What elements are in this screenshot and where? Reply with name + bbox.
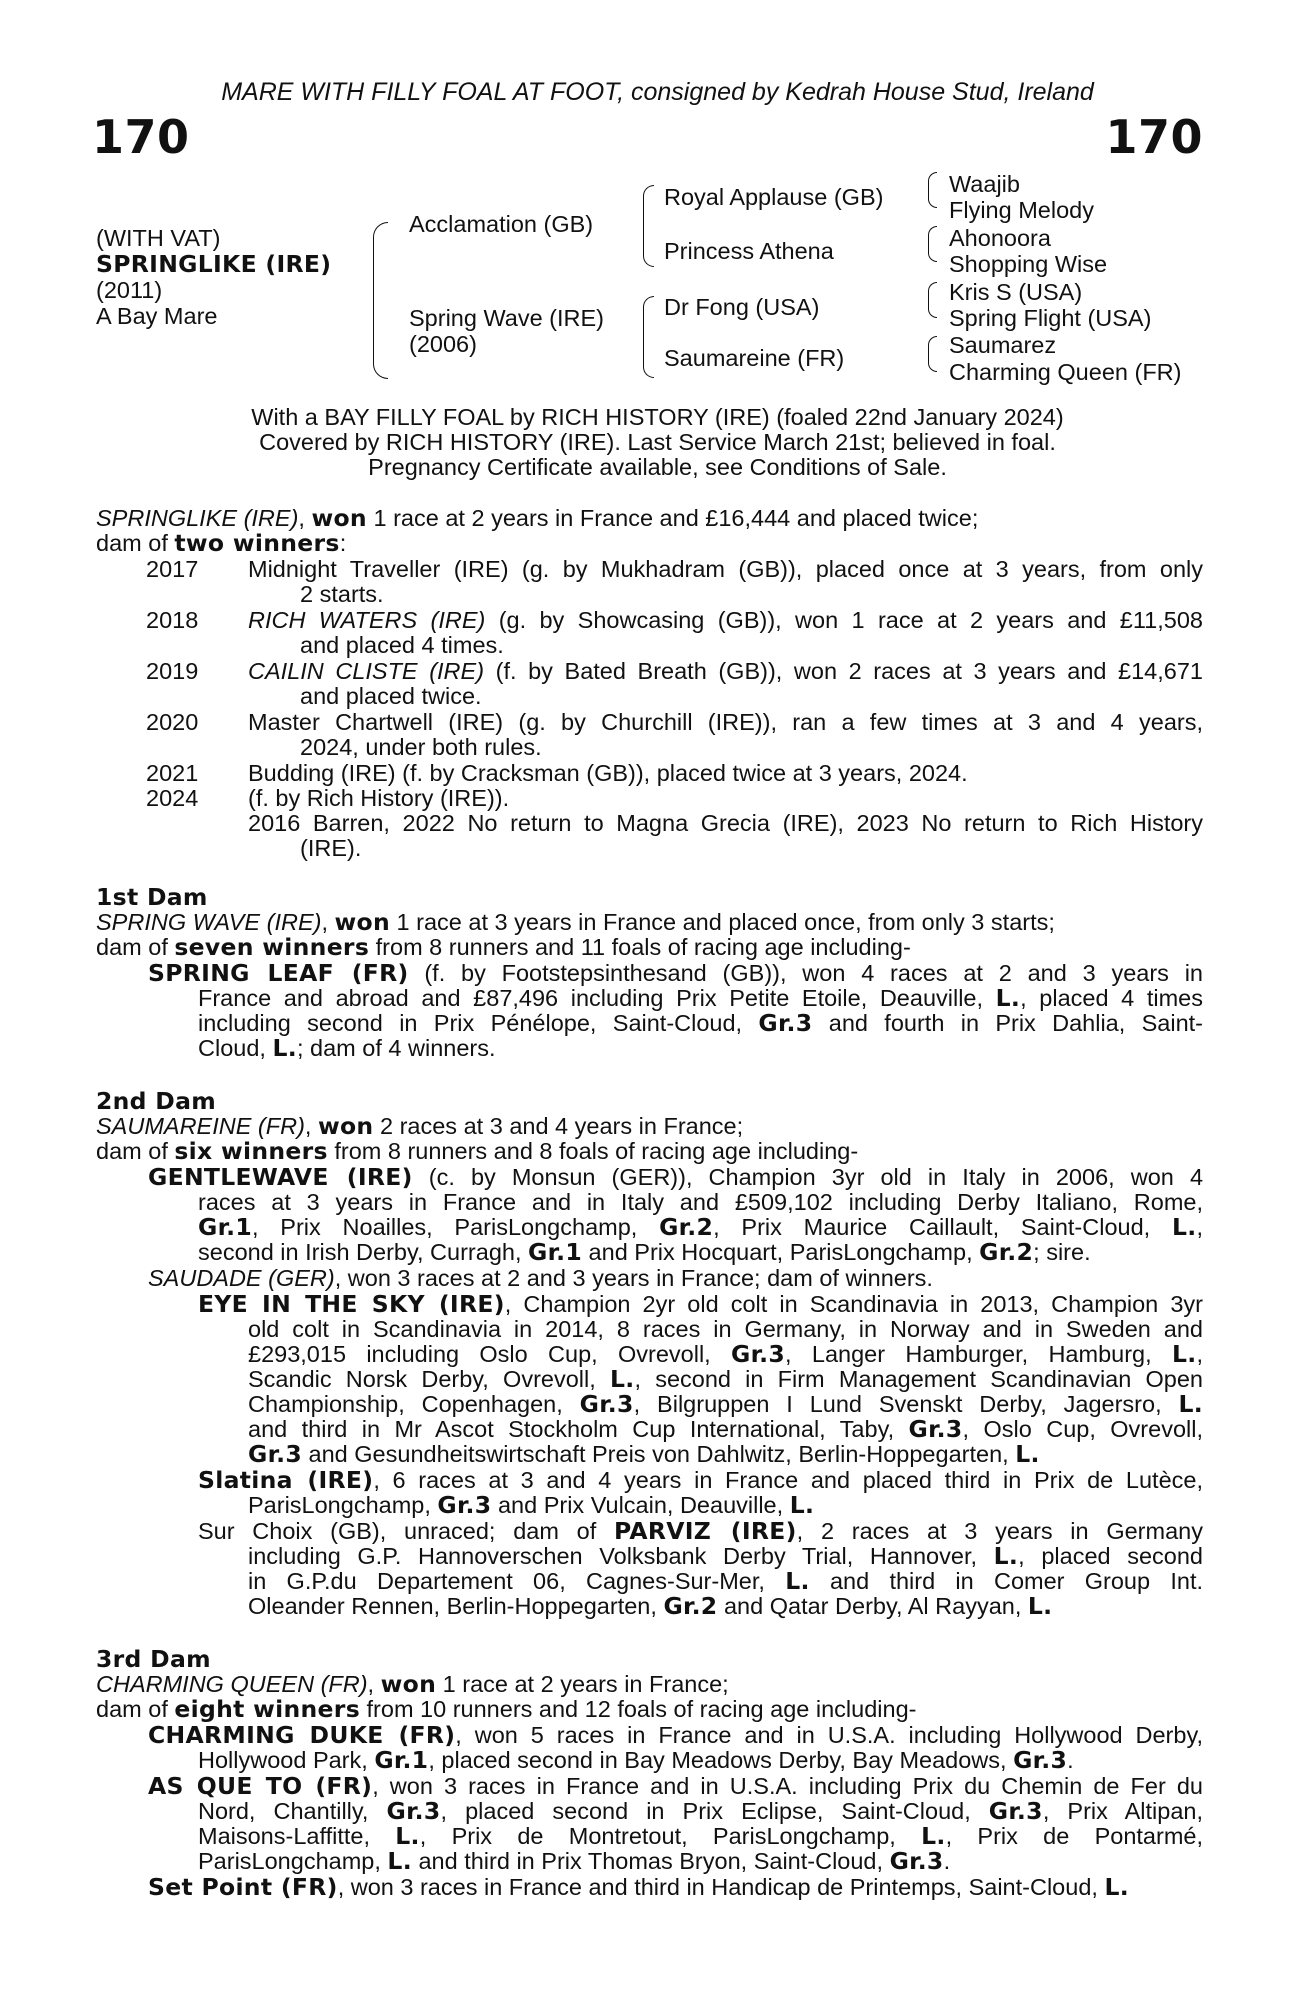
sire-dam: Princess Athena — [664, 238, 834, 264]
mare-record: SPRINGLIKE (IRE), won 1 race at 2 years in France and £16,444 and placed twice; — [96, 504, 979, 532]
eye-in-the-sky-entry-cont: and third in Mr Ascot Stockholm Cup International, Taby, Gr.3, Oslo Cup, Ovrevoll, — [248, 1415, 1203, 1443]
first-dam-dam-of: dam of seven winners from 8 runners and 11 foals of racing age including- — [96, 933, 911, 961]
produce-year: 2020 — [146, 709, 199, 735]
dam-dam-sire: Saumarez — [949, 332, 1057, 358]
produce-entry: Master Chartwell (IRE) (g. by Churchill (IRE)), ran a few times at 3 and 4 years, — [248, 709, 1203, 735]
eye-in-the-sky-entry-cont: old colt in Scandinavia in 2014, 8 races in Germany, in Norway and in Sweden and — [248, 1316, 1203, 1342]
charming-duke-entry: CHARMING DUKE (FR), won 5 races in France and in U.S.A. including Hollywood Derby, — [148, 1721, 1203, 1749]
lot-header: MARE WITH FILLY FOAL AT FOOT, consigned by Kedrah House Stud, Ireland — [221, 78, 1094, 106]
produce-entry-cont: 2 starts. — [300, 581, 384, 607]
sire-dam-dam: Shopping Wise — [949, 251, 1108, 277]
eye-in-the-sky-entry-cont: Gr.3 and Gesundheitswirtschaft Preis von Dahlwitz, Berlin-Hoppegarten, L. — [248, 1440, 1040, 1468]
produce-entry: Midnight Traveller (IRE) (g. by Mukhadram (GB)), placed once at 3 years, from only — [248, 556, 1203, 582]
pedigree-bracket-main — [373, 222, 388, 379]
produce-barren-note: 2016 Barren, 2022 No return to Magna Grecia (IRE), 2023 No return to Rich History — [248, 810, 1203, 836]
spring-leaf-entry-cont: including second in Prix Pénélope, Saint-Cloud, Gr.3 and fourth in Prix Dahlia, Saint- — [198, 1009, 1203, 1037]
set-point-entry: Set Point (FR), won 3 races in France and third in Handicap de Printemps, Saint-Cloud, L. — [148, 1873, 1129, 1901]
lot-number-left: 170 — [92, 110, 190, 164]
pedigree-bracket-ds — [928, 282, 937, 318]
third-dam-record: CHARMING QUEEN (FR), won 1 race at 2 years in France; — [96, 1670, 729, 1698]
spring-leaf-entry-cont: Cloud, L.; dam of 4 winners. — [198, 1034, 496, 1062]
slatina-entry-cont: ParisLongchamp, Gr.3 and Prix Vulcain, Deauville, L. — [248, 1491, 815, 1519]
second-dam-heading: 2nd Dam — [96, 1087, 217, 1115]
gentlewave-entry: GENTLEWAVE (IRE) (c. by Monsun (GER)), Champion 3yr old in Italy in 2006, won 4 — [148, 1163, 1204, 1191]
dam: Spring Wave (IRE) — [409, 305, 605, 331]
dam-dam: Saumareine (FR) — [664, 345, 845, 371]
produce-year: 2021 — [146, 760, 199, 786]
horse-year: (2011) — [96, 277, 163, 303]
pedigree-bracket-sd — [928, 226, 937, 262]
sur-choix-entry-cont: in G.P.du Departement 06, Cagnes-Sur-Mer, L. and third in Comer Group Int. — [248, 1567, 1203, 1595]
as-que-to-entry-cont: Nord, Chantilly, Gr.3, placed second in Prix Eclipse, Saint-Cloud, Gr.3, Prix Altipan, — [198, 1797, 1204, 1825]
produce-year: 2018 — [146, 607, 199, 633]
produce-entry: (f. by Rich History (IRE)). — [248, 785, 510, 811]
produce-entry: CAILIN CLISTE (IRE) (f. by Bated Breath (GB)), won 2 races at 3 years and £14,671 — [248, 658, 1203, 684]
as-que-to-entry: AS QUE TO (FR), won 3 races in France and in U.S.A. including Prix du Chemin de Fer du — [148, 1772, 1203, 1800]
dam-dam-dam: Charming Queen (FR) — [949, 359, 1182, 385]
pregnancy-note: Pregnancy Certificate available, see Conditions of Sale. — [368, 454, 947, 480]
as-que-to-entry-cont: Maisons-Laffitte, L., Prix de Montretout, ParisLongchamp, L., Prix de Pontarmé, — [198, 1822, 1203, 1850]
eye-in-the-sky-entry-cont: Scandic Norsk Derby, Ovrevoll, L., second in Firm Management Scandinavian Open — [248, 1365, 1203, 1393]
horse-description: A Bay Mare — [96, 303, 218, 329]
produce-entry-cont: 2024, under both rules. — [300, 734, 542, 760]
saudade-entry: SAUDADE (GER), won 3 races at 2 and 3 years in France; dam of winners. — [148, 1265, 933, 1291]
sire: Acclamation (GB) — [409, 211, 594, 237]
lot-number-right: 170 — [1105, 110, 1203, 164]
pedigree-bracket-sire — [643, 185, 654, 267]
second-dam-dam-of: dam of six winners from 8 runners and 8 foals of racing age including- — [96, 1137, 859, 1165]
mare-dam-of: dam of two winners: — [96, 529, 347, 557]
spring-leaf-entry: SPRING LEAF (FR) (f. by Footstepsinthesand (GB)), won 4 races at 2 and 3 years in — [148, 959, 1203, 987]
gentlewave-entry-cont: Gr.1, Prix Noailles, ParisLongchamp, Gr.2, Prix Maurice Caillault, Saint-Cloud, L., — [198, 1213, 1204, 1241]
gentlewave-entry-cont: races at 3 years in France and in Italy and £509,102 including Derby Italiano, Rome, — [198, 1189, 1203, 1215]
produce-entry: RICH WATERS (IRE) (g. by Showcasing (GB)), won 1 race at 2 years and £11,508 — [248, 607, 1203, 633]
produce-entry: Budding (IRE) (f. by Cracksman (GB)), placed twice at 3 years, 2024. — [248, 760, 968, 786]
second-dam-record: SAUMAREINE (FR), won 2 races at 3 and 4 years in France; — [96, 1112, 744, 1140]
eye-in-the-sky-entry: EYE IN THE SKY (IRE), Champion 2yr old colt in Scandinavia in 2013, Champion 3yr — [198, 1290, 1203, 1318]
as-que-to-entry-cont: ParisLongchamp, L. and third in Prix Thomas Bryon, Saint-Cloud, Gr.3. — [198, 1847, 951, 1875]
produce-barren-note-cont: (IRE). — [300, 835, 362, 861]
dam-year: (2006) — [409, 331, 477, 357]
third-dam-heading: 3rd Dam — [96, 1645, 211, 1673]
eye-in-the-sky-entry-cont: Championship, Copenhagen, Gr.3, Bilgruppen I Lund Svenskt Derby, Jagersro, L. — [248, 1390, 1203, 1418]
eye-in-the-sky-entry-cont: £293,015 including Oslo Cup, Ovrevoll, Gr.3, Langer Hamburger, Hamburg, L., — [248, 1340, 1203, 1368]
sur-choix-entry-cont: Oleander Rennen, Berlin-Hoppegarten, Gr.2 and Qatar Derby, Al Rayyan, L. — [248, 1592, 1053, 1620]
first-dam-record: SPRING WAVE (IRE), won 1 race at 3 years in France and placed once, from only 3 starts; — [96, 908, 1055, 936]
produce-year: 2024 — [146, 785, 199, 811]
pedigree-bracket-ss — [928, 172, 937, 208]
sire-sire: Royal Applause (GB) — [664, 184, 884, 210]
sire-sire-sire: Waajib — [949, 171, 1020, 197]
sire-sire-dam: Flying Melody — [949, 197, 1094, 223]
pedigree-bracket-dd — [928, 336, 937, 372]
foal-note: With a BAY FILLY FOAL by RICH HISTORY (IRE) (foaled 22nd January 2024) — [251, 404, 1064, 430]
produce-year: 2017 — [146, 556, 199, 582]
sur-choix-entry: Sur Choix (GB), unraced; dam of PARVIZ (IRE), 2 races at 3 years in Germany — [198, 1517, 1203, 1545]
sur-choix-entry-cont: including G.P. Hannoverschen Volksbank Derby Trial, Hannover, L., placed second — [248, 1542, 1203, 1570]
produce-year: 2019 — [146, 658, 199, 684]
sire-dam-sire: Ahonoora — [949, 225, 1051, 251]
third-dam-dam-of: dam of eight winners from 10 runners and 12 foals of racing age including- — [96, 1695, 917, 1723]
horse-name: SPRINGLIKE (IRE) — [96, 250, 332, 278]
gentlewave-entry-cont: second in Irish Derby, Curragh, Gr.1 and Prix Hocquart, ParisLongchamp, Gr.2; sire. — [198, 1238, 1091, 1266]
charming-duke-entry-cont: Hollywood Park, Gr.1, placed second in Bay Meadows Derby, Bay Meadows, Gr.3. — [198, 1746, 1074, 1774]
dam-sire-dam: Spring Flight (USA) — [949, 305, 1152, 331]
spring-leaf-entry-cont: France and abroad and £87,496 including Prix Petite Etoile, Deauville, L., placed 4 times — [198, 984, 1203, 1012]
vat-label: (WITH VAT) — [96, 225, 221, 251]
produce-entry-cont: and placed twice. — [300, 683, 482, 709]
dam-sire-sire: Kris S (USA) — [949, 279, 1083, 305]
covering-note: Covered by RICH HISTORY (IRE). Last Service March 21st; believed in foal. — [259, 429, 1056, 455]
first-dam-heading: 1st Dam — [96, 883, 208, 911]
produce-entry-cont: and placed 4 times. — [300, 632, 504, 658]
dam-sire: Dr Fong (USA) — [664, 294, 820, 320]
slatina-entry: Slatina (IRE), 6 races at 3 and 4 years in France and placed third in Prix de Lutèce, — [198, 1466, 1204, 1494]
pedigree-bracket-dam — [643, 296, 654, 378]
